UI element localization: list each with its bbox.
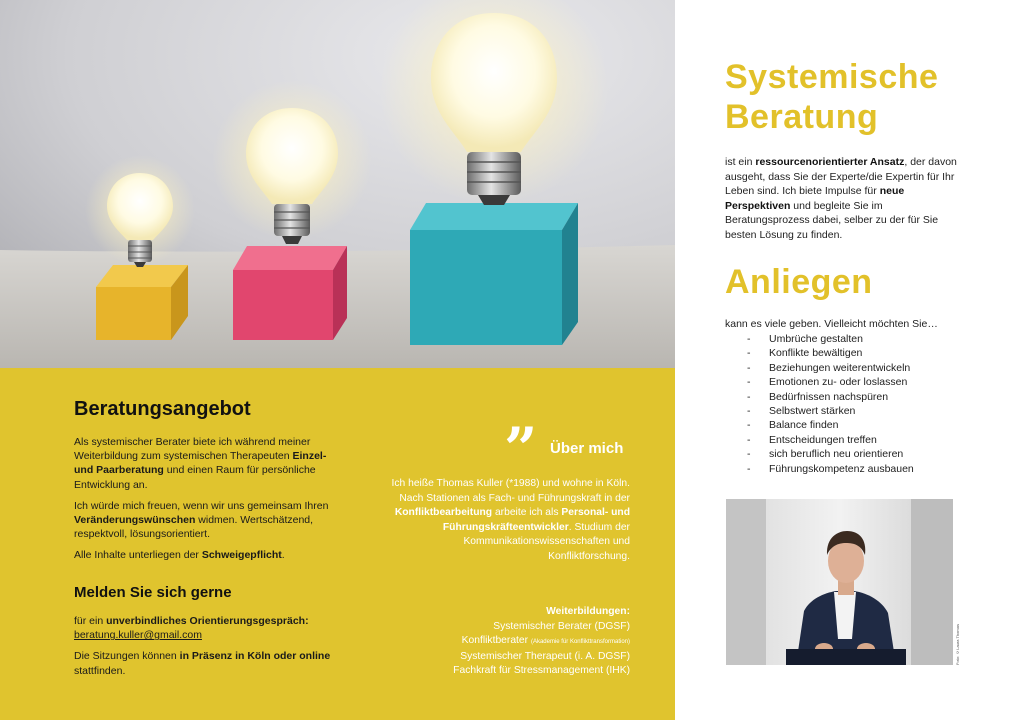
lightbulbs-illustration — [0, 0, 675, 368]
list-item: - Emotionen zu- oder loslassen — [725, 375, 985, 389]
sessions-paragraph: Die Sitzungen können in Präsenz in Köln oder online stattfinden. — [74, 650, 331, 677]
email-link[interactable]: beratung.kuller@gmail.com — [74, 629, 202, 642]
info-panel — [0, 368, 675, 720]
offer-paragraph-3: Alle Inhalte unterliegen der Schweigepflicht. — [74, 549, 285, 562]
anliegen-heading: Anliegen — [725, 263, 873, 301]
contact-text — [74, 614, 336, 685]
systemische-beratung-heading: Systemische Beratung — [725, 58, 939, 136]
photo-credit: Foto: ©Laura Thomas — [955, 624, 960, 665]
list-item: - Umbrüche gestalten — [725, 332, 985, 346]
list-item: - Balance finden — [725, 418, 985, 432]
training-item: Systemischer Berater (DGSF) — [493, 620, 630, 632]
training-item-note: (Akademie für Konflikttransformation) — [530, 639, 630, 646]
right-column — [675, 0, 1024, 720]
training-item: Systemischer Therapeut (i. A. DGSF) — [460, 650, 630, 662]
list-item: - Konflikte bewältigen — [725, 346, 985, 360]
list-item: - Bedürfnissen nachspüren — [725, 390, 985, 404]
teal-block — [410, 203, 578, 345]
offer-paragraph-1: Als systemischer Berater biete ich während meiner Weiterbildung zum systemischen Therapeuten Einzel- und Paarberatung und einen Raum für persönliche Entwicklung an. — [74, 436, 327, 491]
pink-block — [233, 246, 347, 340]
training-item: Konfliktberater — [461, 635, 529, 647]
portrait-photo — [726, 499, 953, 665]
list-item: - Beziehungen weiterentwickeln — [725, 361, 985, 375]
about-heading: Über mich — [550, 440, 624, 457]
list-item: - Selbstwert stärken — [725, 404, 985, 418]
list-item: - Führungskompetenz ausbauen — [725, 462, 985, 476]
offer-paragraph-2: Ich würde mich freuen, wenn wir uns gemeinsam Ihren Veränderungswünschen widmen. Wertschätzend, respektvoll, lösungsorientiert. — [74, 499, 329, 541]
concerns-list — [725, 332, 985, 476]
list-item: - sich beruflich neu orientieren — [725, 447, 985, 461]
training-heading: Weiterbildungen: — [546, 606, 630, 617]
beratungsangebot-heading: Beratungsangebot — [74, 398, 251, 420]
offer-text — [74, 435, 336, 570]
intro-text: ist ein ressourcenorientierter Ansatz, der davon ausgeht, dass Sie der Experte/die Expertin für Ihr Leben sind. Ich biete Impulse für neue Perspektiven und begleite Sie im Beratungsprozess dabei, selber zu der für Sie besten Lösung zu finden. — [725, 156, 957, 241]
hero-lightbulbs-image — [0, 0, 675, 368]
training-item: Fachkraft für Stressmanagement (IHK) — [453, 665, 630, 677]
contact-heading: Melden Sie sich gerne — [74, 584, 232, 601]
training-list — [380, 605, 630, 679]
quote-mark-icon: ” — [504, 415, 538, 483]
yellow-block — [96, 265, 188, 340]
list-item: - Entscheidungen treffen — [725, 433, 985, 447]
portrait-illustration — [726, 499, 953, 665]
contact-paragraph: für ein unverbindliches Orientierungsgespräch: beratung.kuller@gmail.com — [74, 615, 309, 642]
anliegen-intro: kann es viele geben. Vielleicht möchten Sie… — [725, 318, 938, 330]
about-bio: Ich heiße Thomas Kuller (*1988) und wohne in Köln. Nach Stationen als Fach- und Führungskraft in der Konfliktbearbeitung arbeite ich als Personal- und Führungskräfteentwickler. Studium der Kommunikationswissenschaften und Konfliktforschung. — [391, 478, 630, 562]
